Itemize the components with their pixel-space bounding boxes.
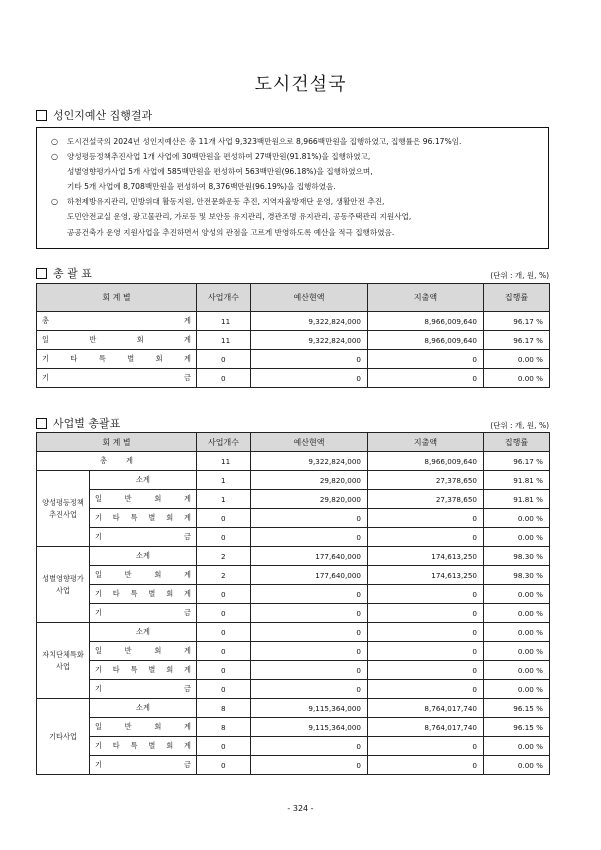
project-count: 0 xyxy=(197,509,251,528)
project-count: 0 xyxy=(197,604,251,623)
account-label xyxy=(90,566,197,585)
account-label-chars: 기 금 xyxy=(95,684,191,693)
spent-amount: 0 xyxy=(368,509,484,528)
budget-amount: 9,115,364,000 xyxy=(251,718,368,737)
spent-amount: 174,613,250 xyxy=(368,547,484,566)
execution-rate: 0.00 % xyxy=(484,680,550,699)
spent-amount: 0 xyxy=(368,737,484,756)
account-label xyxy=(37,350,197,369)
budget-amount: 0 xyxy=(251,509,368,528)
spent-amount: 0 xyxy=(368,604,484,623)
account-label-chars: 기 타 특 별 회 계 xyxy=(42,354,191,363)
account-label xyxy=(90,661,197,680)
summary-line: 기타 5개 사업에 8,708백만원을 편성하여 8,376백만원(96.19%)을 집행하였음. xyxy=(67,182,336,192)
account-label-chars: 기 금 xyxy=(42,373,191,382)
execution-rate: 91.81 % xyxy=(484,471,550,490)
project-count: 0 xyxy=(197,661,251,680)
spent-amount: 174,613,250 xyxy=(368,566,484,585)
table-row xyxy=(37,604,550,623)
spent-amount: 0 xyxy=(368,623,484,642)
project-count: 0 xyxy=(197,350,251,369)
table-row xyxy=(37,642,550,661)
account-label xyxy=(90,471,197,490)
account-label xyxy=(90,756,197,775)
execution-rate: 98.30 % xyxy=(484,547,550,566)
page-number: - 324 - xyxy=(287,804,314,813)
execution-rate: 0.00 % xyxy=(484,509,550,528)
execution-rate: 96.15 % xyxy=(484,718,550,737)
unit-label: (단위 : 개, 원, %) xyxy=(490,421,549,430)
spent-amount: 8,966,009,640 xyxy=(368,331,484,350)
account-label-chars: 기 금 xyxy=(95,532,191,541)
budget-amount: 9,322,824,000 xyxy=(251,452,368,471)
account-label xyxy=(90,585,197,604)
account-label-chars: 기 타 특 별 회 계 xyxy=(95,513,191,522)
account-label xyxy=(90,680,197,699)
table-row xyxy=(37,680,550,699)
budget-amount: 9,115,364,000 xyxy=(251,699,368,718)
account-label xyxy=(90,604,197,623)
account-label xyxy=(37,312,197,331)
project-count: 0 xyxy=(197,623,251,642)
execution-rate: 91.81 % xyxy=(484,490,550,509)
project-count: 0 xyxy=(197,585,251,604)
account-label xyxy=(90,623,197,642)
project-count: 11 xyxy=(197,452,251,471)
summary-line: 성별영향평가사업 5개 사업에 585백만원을 편성하여 563백만원(96.18%)을 집행하였으며, xyxy=(67,167,373,177)
summary-line: ○ 양성평등정책추진사업 1개 사업에 30백만원을 편성하여 27백만원(91.81%)을 집행하였고, xyxy=(51,149,540,164)
account-label-chars: 일 반 회 계 xyxy=(42,335,191,344)
account-label xyxy=(37,369,197,388)
execution-rate: 0.00 % xyxy=(484,369,550,388)
budget-amount: 0 xyxy=(251,350,368,369)
account-label-chars: 총 계 xyxy=(100,456,133,465)
execution-rate: 0.00 % xyxy=(484,661,550,680)
spent-amount: 0 xyxy=(368,642,484,661)
budget-amount: 0 xyxy=(251,604,368,623)
column-header: 집행률 xyxy=(484,433,550,452)
budget-amount: 29,820,000 xyxy=(251,471,368,490)
checkbox-square-icon xyxy=(36,418,47,429)
table-row xyxy=(37,547,550,566)
table-row xyxy=(37,699,550,718)
execution-rate: 0.00 % xyxy=(484,623,550,642)
account-label xyxy=(90,490,197,509)
budget-amount: 0 xyxy=(251,737,368,756)
column-header: 집행률 xyxy=(484,284,550,312)
budget-amount: 0 xyxy=(251,585,368,604)
budget-amount: 0 xyxy=(251,642,368,661)
execution-rate: 0.00 % xyxy=(484,737,550,756)
project-count: 0 xyxy=(197,680,251,699)
project-count: 0 xyxy=(197,528,251,547)
summary-line: 도민안전교실 운영, 광고물관리, 가로등 및 보안등 유지관리, 경관조명 유지관리, 공동주택관리 지원사업, xyxy=(67,212,412,222)
column-header: 회 계 별 xyxy=(37,284,197,312)
total-row xyxy=(37,452,550,471)
execution-rate: 0.00 % xyxy=(484,528,550,547)
section-heading-gender-budget: 성인지예산 집행결과 xyxy=(36,107,152,123)
execution-rate: 0.00 % xyxy=(484,604,550,623)
account-label xyxy=(90,642,197,661)
project-count: 1 xyxy=(197,471,251,490)
spent-amount: 27,378,650 xyxy=(368,471,484,490)
execution-rate: 96.15 % xyxy=(484,699,550,718)
summary-line: 공공건축가 운영 지원사업을 추진하면서 양성의 관점을 고르게 반영하도록 예산을 적극 집행하였음. xyxy=(67,227,395,237)
budget-amount: 177,640,000 xyxy=(251,566,368,585)
table-row xyxy=(37,471,550,490)
table-row xyxy=(37,661,550,680)
execution-rate: 0.00 % xyxy=(484,756,550,775)
project-count: 1 xyxy=(197,490,251,509)
spent-amount: 0 xyxy=(368,350,484,369)
account-label-chars: 기 금 xyxy=(95,760,191,769)
overall-table xyxy=(36,283,550,388)
spent-amount: 8,764,017,740 xyxy=(368,699,484,718)
execution-rate: 96.17 % xyxy=(484,331,550,350)
account-label-chars: 기 타 특 별 회 계 xyxy=(95,665,191,674)
project-group-name: 양성평등정책 추진사업 xyxy=(37,471,90,547)
summary-line: ○ 도시건설국의 2024년 성인지예산은 총 11개 사업 9,323백만원으로 8,966백만원을 집행하였고, 집행률은 96.17%임. xyxy=(51,134,540,149)
column-header: 지출액 xyxy=(368,433,484,452)
table-row xyxy=(37,312,550,331)
project-count: 0 xyxy=(197,642,251,661)
table-row xyxy=(37,490,550,509)
budget-amount: 0 xyxy=(251,369,368,388)
checkbox-square-icon xyxy=(36,268,47,279)
spent-amount: 0 xyxy=(368,528,484,547)
spent-amount: 8,966,009,640 xyxy=(368,312,484,331)
execution-rate: 0.00 % xyxy=(484,585,550,604)
section-heading-by-project: 사업별 총괄표 xyxy=(36,415,120,431)
column-header: 예산현액 xyxy=(251,284,368,312)
project-count: 2 xyxy=(197,547,251,566)
project-count: 0 xyxy=(197,756,251,775)
table-row xyxy=(37,350,550,369)
spent-amount: 0 xyxy=(368,369,484,388)
table-row xyxy=(37,756,550,775)
budget-amount: 0 xyxy=(251,756,368,775)
account-label xyxy=(90,718,197,737)
execution-rate: 96.17 % xyxy=(484,312,550,331)
budget-amount: 0 xyxy=(251,528,368,547)
project-count: 8 xyxy=(197,718,251,737)
table-row xyxy=(37,718,550,737)
account-label-chars: 소계 xyxy=(136,551,150,560)
checkbox-square-icon xyxy=(36,110,47,121)
budget-amount: 177,640,000 xyxy=(251,547,368,566)
project-count: 0 xyxy=(197,369,251,388)
spent-amount: 0 xyxy=(368,680,484,699)
column-header: 사업개수 xyxy=(197,284,251,312)
project-group-name: 성별영향평가 사업 xyxy=(37,547,90,623)
table-row xyxy=(37,331,550,350)
spent-amount: 0 xyxy=(368,661,484,680)
budget-amount: 0 xyxy=(251,661,368,680)
spent-amount: 8,966,009,640 xyxy=(368,452,484,471)
execution-rate: 98.30 % xyxy=(484,566,550,585)
project-count: 11 xyxy=(197,312,251,331)
account-label-chars: 소계 xyxy=(136,703,150,712)
execution-rate: 0.00 % xyxy=(484,642,550,661)
spent-amount: 27,378,650 xyxy=(368,490,484,509)
account-label xyxy=(90,547,197,566)
spent-amount: 0 xyxy=(368,756,484,775)
by-project-table xyxy=(36,432,550,775)
table-row xyxy=(37,369,550,388)
budget-amount: 9,322,824,000 xyxy=(251,312,368,331)
table-row xyxy=(37,585,550,604)
account-label-chars: 총 계 xyxy=(42,316,191,325)
table-row xyxy=(37,566,550,585)
account-label-chars: 일 반 회 계 xyxy=(95,722,191,731)
project-group-name: 자치단체특화 사업 xyxy=(37,623,90,699)
project-count: 0 xyxy=(197,737,251,756)
spent-amount: 0 xyxy=(368,585,484,604)
account-label xyxy=(90,509,197,528)
execution-rate: 0.00 % xyxy=(484,350,550,369)
project-count: 8 xyxy=(197,699,251,718)
column-header: 회 계 별 xyxy=(37,433,197,452)
summary-line: ○ 하천제방유지관리, 민방위대 활동지원, 안전문화운동 추진, 지역자율방재단 운영, 생활안전 추진, xyxy=(51,194,540,209)
account-label xyxy=(37,331,197,350)
page-title: 도시건설국 xyxy=(254,74,347,95)
budget-amount: 9,322,824,000 xyxy=(251,331,368,350)
account-label-chars: 기 금 xyxy=(95,608,191,617)
account-label-chars: 소계 xyxy=(136,475,150,484)
budget-amount: 0 xyxy=(251,680,368,699)
column-header: 예산현액 xyxy=(251,433,368,452)
account-label-chars: 일 반 회 계 xyxy=(95,494,191,503)
summary-box xyxy=(36,127,549,249)
account-label xyxy=(37,452,197,471)
budget-amount: 0 xyxy=(251,623,368,642)
account-label-chars: 소계 xyxy=(136,627,150,636)
project-group-name: 기타사업 xyxy=(37,699,90,775)
spent-amount: 8,764,017,740 xyxy=(368,718,484,737)
unit-label: (단위 : 개, 원, %) xyxy=(490,271,549,280)
account-label xyxy=(90,699,197,718)
table-row xyxy=(37,528,550,547)
execution-rate: 96.17 % xyxy=(484,452,550,471)
account-label xyxy=(90,528,197,547)
account-label-chars: 일 반 회 계 xyxy=(95,646,191,655)
table-row xyxy=(37,509,550,528)
account-label-chars: 기 타 특 별 회 계 xyxy=(95,741,191,750)
project-count: 2 xyxy=(197,566,251,585)
column-header: 지출액 xyxy=(368,284,484,312)
account-label-chars: 기 타 특 별 회 계 xyxy=(95,589,191,598)
project-count: 11 xyxy=(197,331,251,350)
budget-amount: 29,820,000 xyxy=(251,490,368,509)
account-label xyxy=(90,737,197,756)
column-header: 사업개수 xyxy=(197,433,251,452)
section-heading-overall: 총 괄 표 xyxy=(36,265,92,281)
table-row xyxy=(37,623,550,642)
table-row xyxy=(37,737,550,756)
account-label-chars: 일 반 회 계 xyxy=(95,570,191,579)
